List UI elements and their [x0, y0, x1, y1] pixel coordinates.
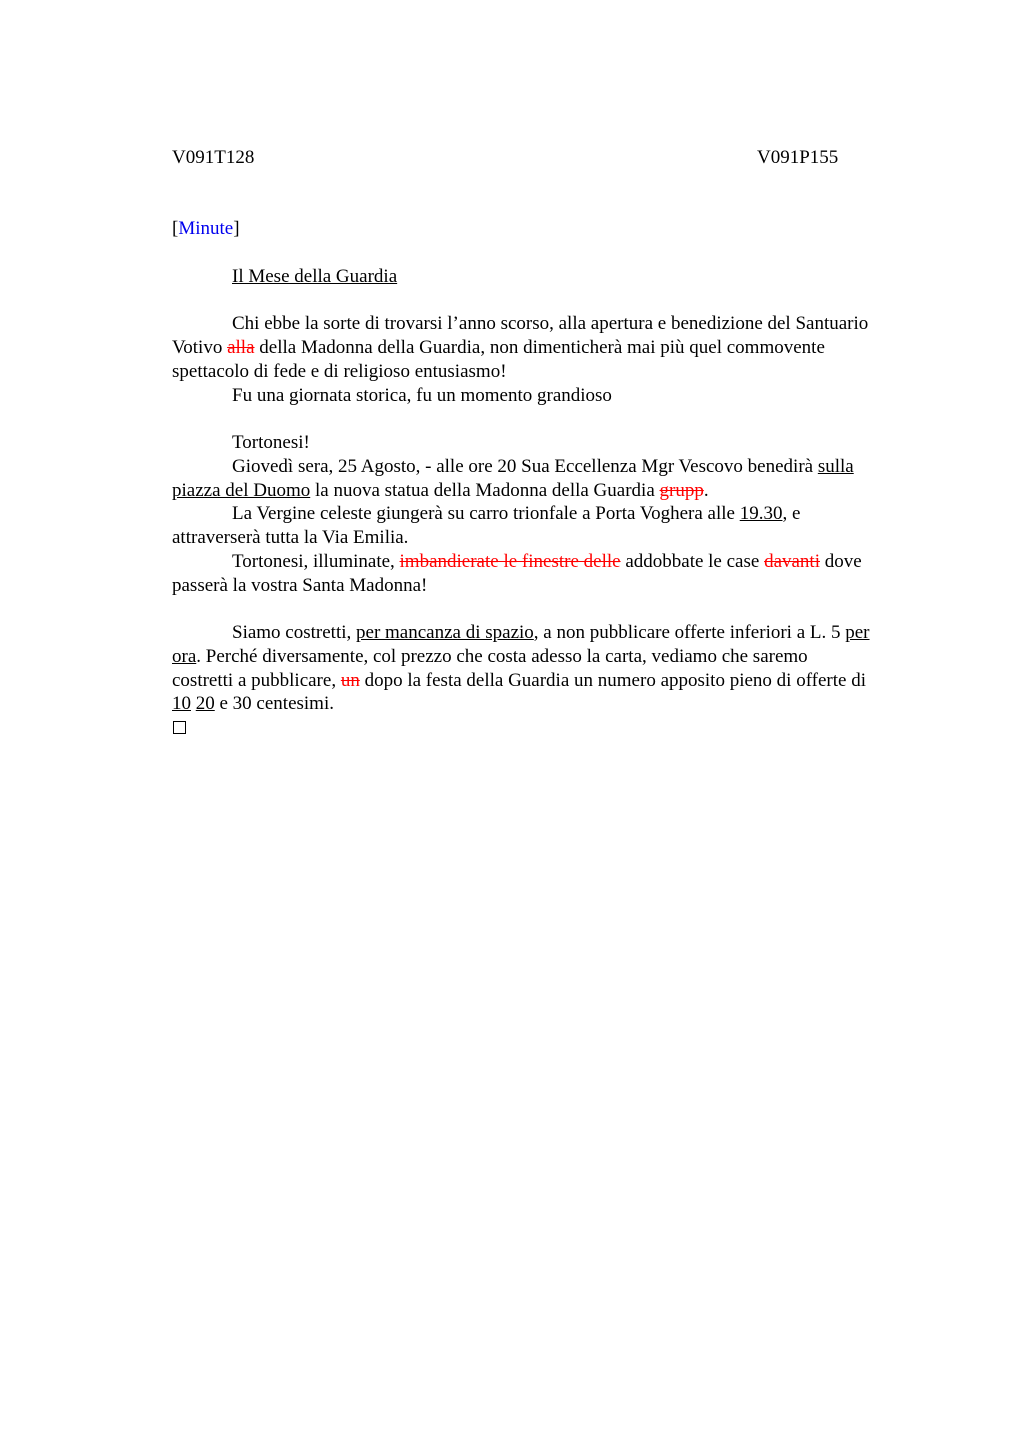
paragraph-line: Giovedì sera, 25 Agosto, - alle ore 20 Sua Eccellenza Mgr Vescovo benedirà sulla	[232, 456, 854, 477]
deleted-text: imbandierate le finestre delle	[399, 551, 621, 572]
deleted-text: alla	[227, 337, 255, 358]
minute-tag: [Minute]	[172, 218, 240, 239]
paragraph-line: passerà la vostra Santa Madonna!	[172, 575, 428, 596]
underlined-text: 19.30	[739, 503, 783, 524]
paragraph-line: Tortonesi, illuminate, imbandierate le finestre delle addobbate le case davanti dove	[232, 551, 862, 572]
paragraph-line: ora. Perché diversamente, col prezzo che costa adesso la carta, vediamo che saremo	[172, 646, 808, 667]
paragraph-line: La Vergine celeste giungerà su carro trionfale a Porta Voghera alle 19.30, e	[232, 503, 801, 524]
deleted-text: un	[340, 670, 360, 691]
paragraph-line: piazza del Duomo la nuova statua della Madonna della Guardia grupp.	[172, 480, 709, 501]
deleted-text: davanti	[764, 551, 820, 572]
underlined-text: piazza del Duomo	[172, 480, 311, 501]
underlined-text: per mancanza di spazio	[356, 622, 534, 643]
underlined-text: sulla	[817, 456, 854, 477]
underlined-text: per	[845, 622, 870, 643]
underlined-text: 20	[195, 693, 215, 714]
paragraph-line: attraverserà tutta la Via Emilia.	[172, 527, 409, 548]
document-code-right: V091P155	[757, 147, 839, 168]
underlined-text: 10	[172, 693, 191, 714]
deleted-text: grupp	[659, 480, 704, 501]
paragraph-line: spettacolo di fede e di religioso entusiasmo!	[172, 361, 507, 382]
minute-link[interactable]: Minute	[178, 218, 234, 239]
checkbox-square-icon	[173, 721, 186, 734]
paragraph-line: Votivo alla della Madonna della Guardia, non dimenticherà mai più quel commovente	[172, 337, 825, 358]
document-code-left: V091T128	[172, 147, 255, 168]
paragraph-line: Fu una giornata storica, fu un momento grandioso	[232, 385, 612, 406]
paragraph-line: Tortonesi!	[232, 432, 310, 453]
underlined-text: ora	[172, 646, 197, 667]
paragraph-line: 10 20 e 30 centesimi.	[172, 693, 334, 714]
paragraph-line: Chi ebbe la sorte di trovarsi l’anno scorso, alla apertura e benedizione del Santuario	[232, 313, 869, 334]
page-title: Il Mese della Guardia	[232, 266, 398, 287]
paragraph-line: Siamo costretti, per mancanza di spazio, a non pubblicare offerte inferiori a L. 5 per	[232, 622, 870, 643]
paragraph-line: costretti a pubblicare, un dopo la festa della Guardia un numero apposito pieno di offerte di	[172, 670, 866, 691]
